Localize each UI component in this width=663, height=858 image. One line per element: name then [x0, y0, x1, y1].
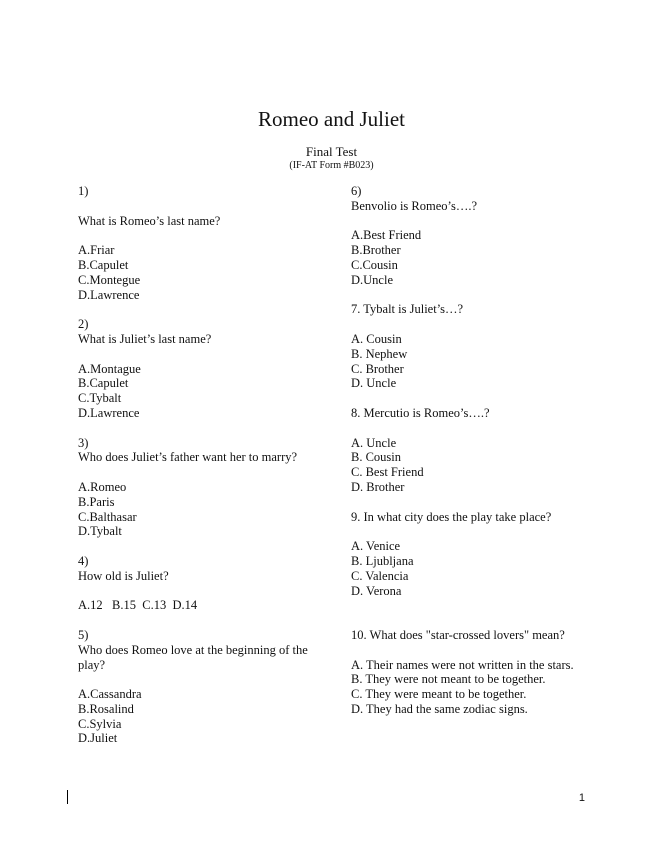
question-number: 2): [78, 317, 89, 332]
question-text: Who does Juliet’s father want her to marry?: [78, 450, 298, 465]
option-a: A.Best Friend: [351, 228, 422, 243]
option-d: D.Tybalt: [78, 524, 122, 539]
option-b: B.Capulet: [78, 257, 129, 272]
answer-options: [351, 228, 601, 287]
option-a: A.Cassandra: [78, 687, 142, 702]
question-10: [351, 628, 601, 717]
answer-options: [78, 362, 318, 421]
option-c: C. They were meant to be together.: [351, 687, 527, 702]
option-d: D. Uncle: [351, 376, 397, 391]
question-2: [78, 317, 318, 421]
option-c: C.Balthasar: [78, 509, 137, 524]
option-d: D.Uncle: [351, 272, 393, 287]
option-a: A.Montague: [78, 361, 141, 376]
option-c: C.Tybalt: [78, 391, 122, 406]
question-text: 7. Tybalt is Juliet’s…?: [351, 302, 464, 317]
option-c: C.Cousin: [351, 257, 398, 272]
option-b: B. They were not meant to be together.: [351, 672, 546, 687]
option-d: D. They had the same zodiac signs.: [351, 701, 528, 716]
question-9: [351, 510, 601, 599]
form-id: (IF-AT Form #B023): [289, 160, 374, 171]
option-b: B. Nephew: [351, 346, 408, 361]
option-b: B. Ljubljana: [351, 553, 414, 568]
option-a: A. Their names were not written in the stars.: [351, 657, 574, 672]
option-a: A.Romeo: [78, 479, 127, 494]
question-number: 6): [351, 184, 362, 198]
page-title: Romeo and Juliet: [258, 107, 405, 131]
answer-options: [78, 480, 318, 539]
question-text: 8. Mercutio is Romeo’s….?: [351, 405, 490, 420]
question-number: 4): [78, 553, 89, 568]
option-d: D.Juliet: [78, 731, 118, 746]
question-text: 10. What does "star-crossed lovers" mean?: [351, 627, 565, 642]
right-column: [351, 184, 601, 717]
question-text: How old is Juliet?: [78, 568, 169, 583]
question-6: [351, 184, 601, 288]
option-a: A.Friar: [78, 243, 115, 258]
question-number: 1): [78, 184, 89, 198]
option-c: C.Sylvia: [78, 716, 122, 731]
question-5: [78, 628, 318, 746]
option-d: D.Lawrence: [78, 405, 140, 420]
question-7: [351, 302, 601, 391]
question-number: 5): [78, 627, 89, 642]
option-c: C. Brother: [351, 361, 404, 376]
option-d: D.Lawrence: [78, 287, 140, 302]
option-b: B.Rosalind: [78, 701, 134, 716]
question-8: [351, 406, 601, 495]
option-a: A. Venice: [351, 539, 401, 554]
question-number: 3): [78, 435, 89, 450]
question-text: What is Juliet’s last name?: [78, 331, 212, 346]
option-b: B.Paris: [78, 494, 115, 509]
answer-options: [351, 658, 601, 717]
answer-options: [351, 436, 601, 495]
page-number: 1: [578, 792, 585, 804]
option-a: A. Uncle: [351, 435, 397, 450]
option-b: B.Capulet: [78, 376, 129, 391]
question-text: Who does Romeo love at the beginning of the play?: [78, 642, 308, 672]
question-text: Benvolio is Romeo’s….?: [351, 198, 478, 213]
answer-options: [351, 332, 601, 391]
answer-options: [351, 539, 601, 598]
question-4: [78, 554, 318, 613]
answer-options: [78, 243, 318, 302]
option-c: C.Montegue: [78, 272, 141, 287]
option-c: C. Best Friend: [351, 465, 424, 480]
question-3: [78, 436, 318, 540]
option-b: B. Cousin: [351, 450, 402, 465]
answer-options: [78, 687, 318, 746]
option-b: B.Brother: [351, 243, 401, 258]
page-subtitle: Final Test: [305, 144, 358, 159]
option-c: C. Valencia: [351, 568, 409, 583]
question-text: 9. In what city does the play take place?: [351, 509, 552, 524]
question-1: [78, 184, 318, 302]
answer-options-inline: A.12 B.15 C.13 D.14: [78, 598, 198, 613]
option-a: A. Cousin: [351, 331, 402, 346]
option-d: D. Verona: [351, 583, 402, 598]
left-column: [78, 184, 318, 746]
option-d: D. Brother: [351, 479, 405, 494]
question-text: What is Romeo’s last name?: [78, 213, 221, 228]
text-cursor: [67, 790, 68, 804]
